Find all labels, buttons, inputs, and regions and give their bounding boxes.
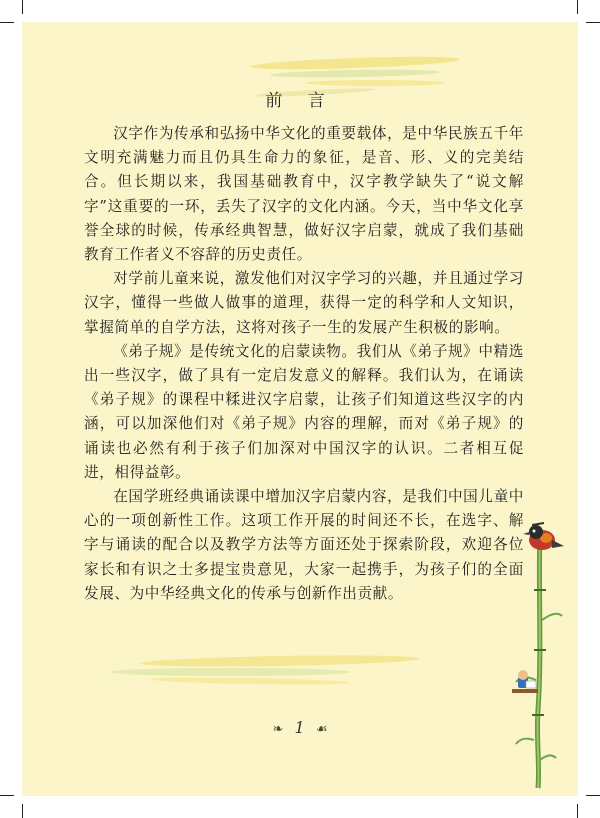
page-title: 前 言	[265, 91, 335, 111]
paragraph: 对学前儿童来说，激发他们对汉字学习的兴趣，并且通过学习汉字，懂得一些做人做事的道理，获得一定的科学和人文知识，掌握简单的自学方法，这将对孩子一生的发展产生积极的影响。	[84, 270, 524, 336]
bird-icon	[523, 523, 564, 550]
bamboo-illustration-icon	[496, 500, 566, 790]
folio-ornament-right-icon: ☙	[315, 722, 328, 737]
paragraph: 《弟子规》是传统文化的启蒙读物。我们从《弟子规》中精选出一些汉字，做了具有一定启发意义的解释。我们认为，在诵读《弟子规》的课程中糅进汉字启蒙，让孩子们知道这些汉字的内涵，可以加深他们对《弟子规》内容的理解，而对《弟子规》的诵读也必然有利于孩子们加深对中国汉字的认识。二者相互促进，相得益彰。	[84, 342, 524, 481]
preface-body	[84, 122, 524, 606]
paragraph: 汉字作为传承和弘扬中华文化的重要载体，是中华民族五千年文明充满魅力而且仍具生命力的象征，是音、形、义的完美结合。但长期以来，我国基础教育中，汉字教学缺失了“说文解字”这重要的一环，丢失了汉字的文化内涵。今天，当中华文化享誉全球的时候，传承经典智慧，做好汉字启蒙，就成了我们基础教育工作者义不容辞的历史责任。	[84, 125, 524, 264]
paragraph: 在国学班经典诵读课中增加汉字启蒙内容，是我们中国儿童中心的一项创新性工作。这项工作开展的时间还不长，在选字、解字与诵读的配合以及教学方法等方面还处于探索阶段，欢迎各位家长和有识之士多提宝贵意见，大家一起携手，为孩子们的全面发展、为中华经典文化的传承与创新作出贡献。	[84, 488, 524, 602]
folio-ornament-left-icon: ❧	[272, 722, 284, 737]
page-number-value: 1	[294, 718, 305, 737]
page-number	[0, 718, 600, 737]
